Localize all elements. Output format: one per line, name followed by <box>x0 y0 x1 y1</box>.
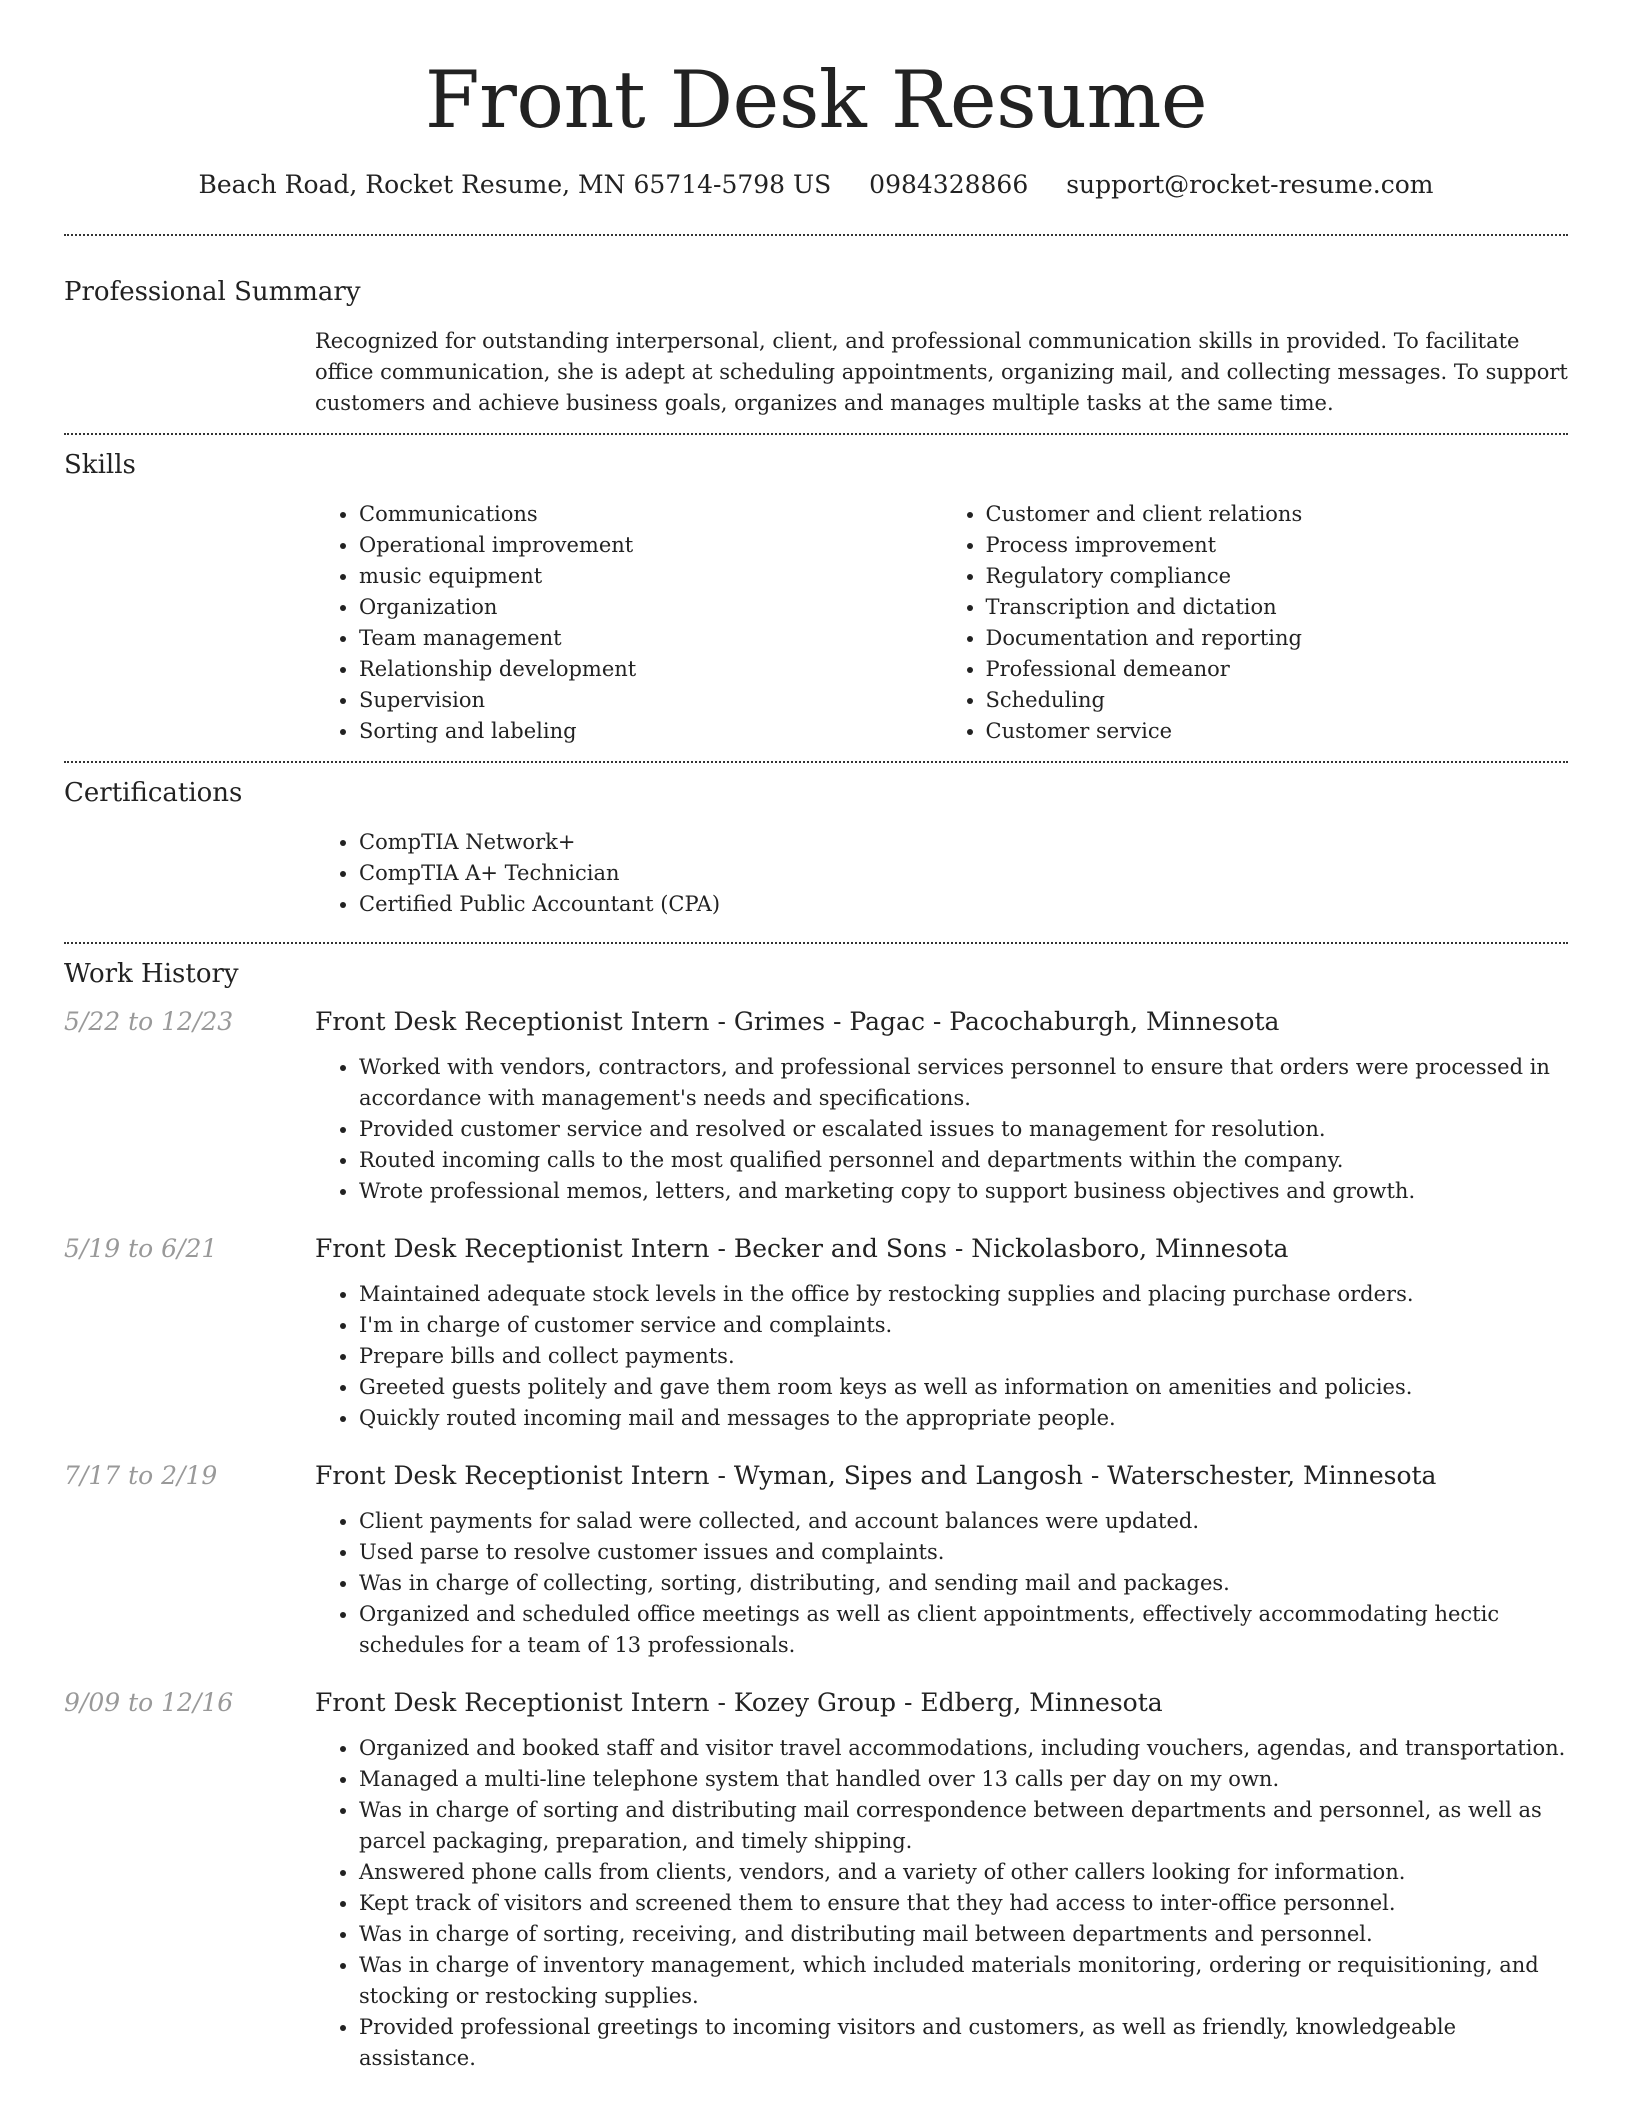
job-bullet: • Was in charge of sorting, receiving, and distributing mail between departments and personnel. <box>359 1919 1568 1950</box>
job-bullet: • Prepare bills and collect payments. <box>359 1341 1568 1372</box>
skill-item: • Relationship development <box>359 654 942 685</box>
skill-item: • Transcription and dictation <box>986 592 1569 623</box>
job-bullet: • Was in charge of sorting and distributing mail correspondence between departments and personnel, as well as parcel packaging, preparation, and timely shipping. <box>359 1795 1568 1857</box>
resume-title: Front Desk Resume <box>424 54 1208 146</box>
skill-item: • Customer and client relations <box>986 499 1569 530</box>
skills-list-right <box>942 499 1569 747</box>
job-bullets <box>315 1733 1568 2074</box>
job-header <box>64 1231 1568 1267</box>
job-bullets <box>315 1506 1568 1661</box>
job-title: Front Desk Receptionist Intern - Becker and Sons - Nickolasboro, Minnesota <box>315 1234 1289 1263</box>
skill-item: • music equipment <box>359 561 942 592</box>
certifications-section <box>64 775 1568 920</box>
job-bullet: • Worked with vendors, contractors, and professional services personnel to ensure that orders were processed in accordance with management's needs and specifications. <box>359 1052 1568 1114</box>
section-title-summary: Professional Summary <box>64 277 361 307</box>
job-bullet: • Was in charge of collecting, sorting, distributing, and sending mail and packages. <box>359 1568 1568 1599</box>
job-bullet: • Was in charge of inventory management, which included materials monitoring, ordering or requisitioning, and stocking or restocking supplies. <box>359 1950 1568 2012</box>
skill-item: • Organization <box>359 592 942 623</box>
job-bullet: • Used parse to resolve customer issues and complaints. <box>359 1537 1568 1568</box>
skill-item: • Operational improvement <box>359 530 942 561</box>
job-bullet: • Quickly routed incoming mail and messages to the appropriate people. <box>359 1403 1568 1434</box>
job-dates: 9/09 to 12/16 <box>64 1688 234 1717</box>
job-bullets <box>315 1279 1568 1434</box>
job-entry <box>64 1458 1568 1661</box>
skills-section <box>64 447 1568 747</box>
job-title: Front Desk Receptionist Intern - Grimes - Pagac - Pacochaburgh, Minnesota <box>315 1007 1280 1036</box>
certification-item: • CompTIA A+ Technician <box>359 858 1568 889</box>
job-bullet: • Routed incoming calls to the most qualified personnel and departments within the company. <box>359 1145 1568 1176</box>
job-dates: 7/17 to 2/19 <box>64 1461 218 1490</box>
job-bullet: • Managed a multi-line telephone system that handled over 13 calls per day on my own. <box>359 1764 1568 1795</box>
skill-item: • Documentation and reporting <box>986 623 1569 654</box>
job-bullet: • Wrote professional memos, letters, and marketing copy to support business objectives and growth. <box>359 1176 1568 1207</box>
job-bullet: • Provided professional greetings to incoming visitors and customers, as well as friendly, knowledgeable assistance. <box>359 2012 1568 2074</box>
summary-text: Recognized for outstanding interpersonal, client, and professional communication skills in provided. To facilitate office communication, she is adept at scheduling appointments, organizing mail, and collecting messages. To support customers and achieve business goals, organizes and manages multiple tasks at the same time. <box>315 329 1568 415</box>
work-history-section <box>64 956 1568 2074</box>
job-bullet: • Client payments for salad were collected, and account balances were updated. <box>359 1506 1568 1537</box>
skill-item: • Regulatory compliance <box>986 561 1569 592</box>
contact-address: Beach Road, Rocket Resume, MN 65714-5798 US <box>198 170 832 199</box>
job-bullet: • Organized and booked staff and visitor travel accommodations, including vouchers, agendas, and transportation. <box>359 1733 1568 1764</box>
skill-item: • Customer service <box>986 716 1569 747</box>
certification-item: • Certified Public Accountant (CPA) <box>359 889 1568 920</box>
job-bullets <box>315 1052 1568 1207</box>
job-entry <box>64 1004 1568 1207</box>
skill-item: • Scheduling <box>986 685 1569 716</box>
skill-item: • Process improvement <box>986 530 1569 561</box>
certification-item: • CompTIA Network+ <box>359 827 1568 858</box>
job-bullet: • Maintained adequate stock levels in the office by restocking supplies and placing purchase orders. <box>359 1279 1568 1310</box>
job-bullet: • Kept track of visitors and screened them to ensure that they had access to inter-office personnel. <box>359 1888 1568 1919</box>
job-header <box>64 1458 1568 1494</box>
job-dates: 5/19 to 6/21 <box>64 1234 218 1263</box>
job-header <box>64 1004 1568 1040</box>
job-bullet: • Greeted guests politely and gave them room keys as well as information on amenities and policies. <box>359 1372 1568 1403</box>
certifications-list <box>315 827 1568 920</box>
job-title: Front Desk Receptionist Intern - Wyman, Sipes and Langosh - Waterschester, Minnesota <box>315 1461 1437 1490</box>
contact-phone: 0984328866 <box>869 170 1029 199</box>
job-bullet: • Answered phone calls from clients, vendors, and a variety of other callers looking for information. <box>359 1857 1568 1888</box>
section-divider <box>64 234 1568 236</box>
section-title-certifications: Certifications <box>64 778 243 808</box>
section-divider <box>64 761 1568 763</box>
contact-email: support@rocket-resume.com <box>1066 170 1434 199</box>
professional-summary-section <box>64 274 1568 419</box>
certifications-body <box>315 827 1568 920</box>
section-divider <box>64 433 1568 435</box>
skill-item: • Sorting and labeling <box>359 716 942 747</box>
section-title-skills: Skills <box>64 450 136 480</box>
job-bullet: • Provided customer service and resolved or escalated issues to management for resolution. <box>359 1114 1568 1145</box>
skill-item: • Supervision <box>359 685 942 716</box>
job-entry <box>64 1685 1568 2074</box>
section-divider <box>64 942 1568 944</box>
skill-item: • Professional demeanor <box>986 654 1569 685</box>
job-dates: 5/22 to 12/23 <box>64 1007 234 1036</box>
skill-item: • Team management <box>359 623 942 654</box>
skills-columns <box>315 499 1568 747</box>
contact-line <box>64 168 1568 202</box>
job-bullet: • Organized and scheduled office meetings as well as client appointments, effectively accommodating hectic schedules for a team of 13 professionals. <box>359 1599 1568 1661</box>
job-header <box>64 1685 1568 1721</box>
job-bullet: • I'm in charge of customer service and complaints. <box>359 1310 1568 1341</box>
skills-list-left <box>315 499 942 747</box>
job-title: Front Desk Receptionist Intern - Kozey Group - Edberg, Minnesota <box>315 1688 1163 1717</box>
job-entry <box>64 1231 1568 1434</box>
section-title-work-history: Work History <box>64 959 239 989</box>
skill-item: • Communications <box>359 499 942 530</box>
